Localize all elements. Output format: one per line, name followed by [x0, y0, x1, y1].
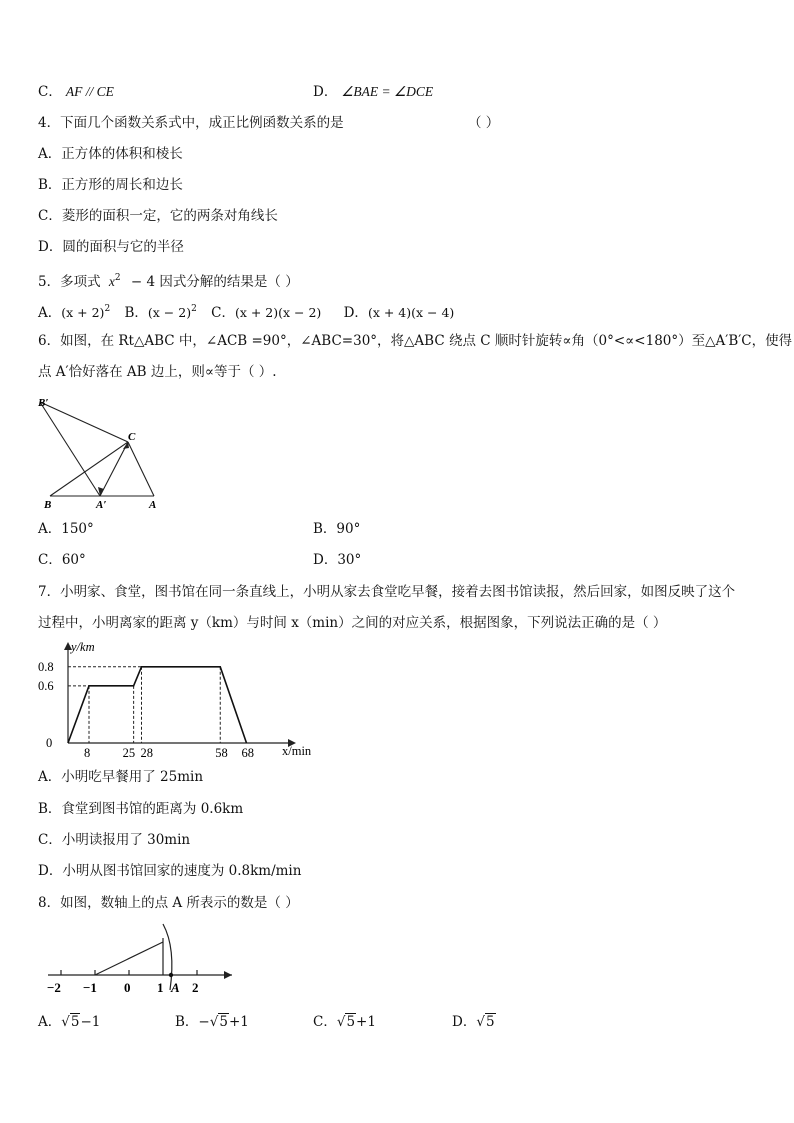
- q4-answer-paren: （ ）: [468, 115, 500, 131]
- x-tick-label-8: 8: [84, 746, 91, 760]
- tick-label-1: 1: [157, 980, 164, 995]
- q4-option-b: B．正方形的周长和边长: [38, 177, 183, 193]
- q7-distance-time-chart: [30, 638, 312, 760]
- label-a-prime: A′: [96, 499, 107, 511]
- y-axis-label: y/km: [71, 640, 95, 654]
- q4-option-d: D．圆的面积与它的半径: [38, 239, 184, 255]
- origin-label: 0: [46, 736, 53, 750]
- point-a-label: A: [171, 980, 180, 995]
- x-tick-label-28: 28: [140, 746, 153, 760]
- x-axis-label: x/min: [282, 744, 312, 758]
- q4-option-c: C．菱形的面积一定，它的两条对角线长: [38, 208, 278, 224]
- q7-option-c: C．小明读报用了 30min: [38, 832, 191, 848]
- q6-stem-line1: 6．如图，在 Rt△ABC 中，∠ACB =90°，∠ABC=30°，将△ABC 绕点 C 顺时针旋转∝角（0°<∝<180°）至△A′B′C，使得: [38, 333, 793, 349]
- q7-option-b: B．食堂到图书馆的距离为 0.6km: [38, 801, 244, 817]
- q7-stem-line2: 过程中，小明离家的距离 y（km）与时间 x（min）之间的对应关系，根据图象，下列说法正确的是（ ）: [38, 615, 667, 631]
- q6-option-b: B．90°: [313, 521, 361, 537]
- q6-option-c: C．60°: [38, 552, 86, 568]
- q4-stem: 4．下面几个函数关系式中，成正比例函数关系的是: [38, 115, 344, 131]
- q5-option-b: B．$(x - 2)^2$: [124, 304, 197, 321]
- label-b: B: [44, 499, 52, 511]
- q7-option-d: D．小明从图书馆回家的速度为 0.8km/min: [38, 863, 302, 879]
- q7-stem-line1: 7．小明家、食堂，图书馆在同一条直线上，小明从家去食堂吃早餐，接着去图书馆读报，然后回家，如图反映了这个: [38, 584, 736, 600]
- q8-option-a: A．√5−1: [38, 1014, 101, 1030]
- label-a: A: [149, 499, 157, 511]
- y-tick-label-0-8: 0.8: [38, 659, 54, 674]
- distance-time-line: [68, 667, 247, 743]
- x-tick-label-25: 25: [122, 746, 136, 760]
- x-tick-label-58: 58: [215, 746, 228, 760]
- q8-option-c: C．√5+1: [313, 1014, 376, 1030]
- q3-option-c: C． AF // CE: [38, 84, 114, 100]
- x-tick-label-68: 68: [241, 746, 254, 760]
- q8-number-line-figure: [40, 920, 240, 1000]
- tick-label-2: 2: [192, 980, 199, 995]
- q6-stem-line2: 点 A′恰好落在 AB 边上，则∝等于（ ）.: [38, 364, 277, 380]
- tick-label-minus2: −2: [47, 980, 61, 995]
- label-c: C: [128, 431, 136, 443]
- q6-option-a: A．150°: [38, 521, 94, 537]
- q8-option-b: B．−√5+1: [175, 1014, 249, 1030]
- tick-label-minus1: −1: [83, 980, 97, 995]
- q8-option-d: D．√5: [452, 1014, 495, 1030]
- q5-option-d: D．(x + 4)(x − 4): [343, 305, 455, 321]
- q5-options: [38, 300, 454, 322]
- q6-triangle-figure: [30, 392, 170, 512]
- q5-option-a: A．$(x + 2)^2$: [38, 304, 111, 321]
- q4-option-a: A．正方体的体积和棱长: [38, 146, 183, 162]
- q8-stem: 8．如图，数轴上的点 A 所表示的数是（ ）: [38, 895, 299, 911]
- tick-label-0: 0: [124, 980, 131, 995]
- q6-option-d: D．30°: [313, 552, 362, 568]
- label-b-prime: B′: [38, 397, 49, 409]
- y-tick-label-0-6: 0.6: [38, 678, 54, 693]
- q3-option-d: D． ∠BAE = ∠DCE: [313, 84, 434, 100]
- q5-option-c: C．(x + 2)(x − 2): [211, 305, 322, 321]
- q5-stem: 5．多项式 $x^2 - 4$ 因式分解的结果是（ ）: [38, 273, 299, 290]
- q7-option-a: A．小明吃早餐用了 25min: [38, 769, 204, 785]
